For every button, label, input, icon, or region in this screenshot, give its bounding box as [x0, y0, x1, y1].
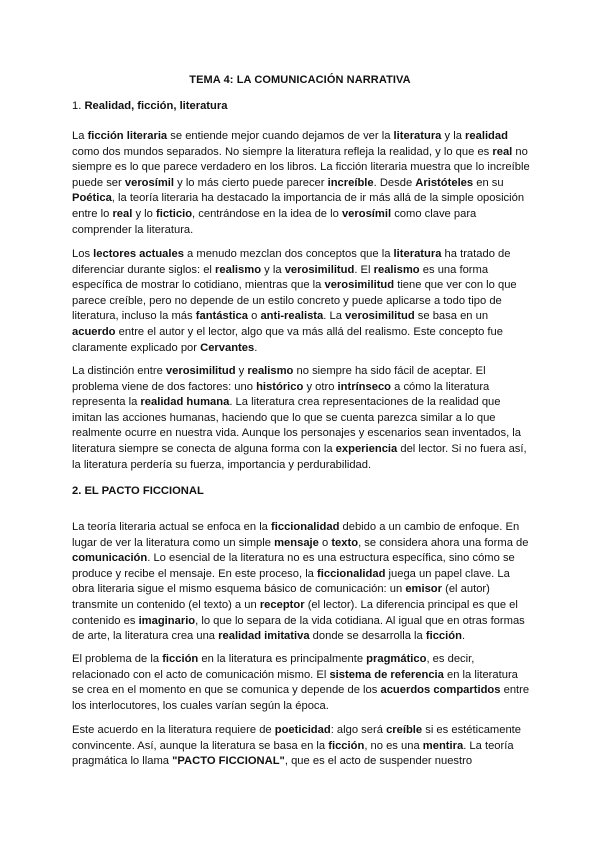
bold-term: real [112, 207, 133, 220]
bold-term: emisor [405, 583, 442, 596]
bold-term: acuerdos compartidos [380, 684, 501, 697]
text-run: y otro [303, 380, 338, 393]
bold-term: pragmático [366, 653, 427, 665]
bold-term: poeticidad [274, 724, 331, 736]
bold-term: verosimilitud [284, 263, 355, 276]
bold-term: verosímil [124, 176, 175, 189]
text-run: entre el autor y el lector, algo que va más allá del realismo. Este concepto fue claramente explicado por [72, 325, 503, 354]
text-run: , se considera ahora una forma de [358, 536, 529, 549]
bold-term: realidad [465, 130, 508, 142]
section-1-heading [72, 100, 227, 112]
bold-term: verosimilitud [324, 279, 395, 292]
bold-term: literatura [393, 130, 442, 142]
text-run: debido a un cambio de enfoque. En lugar de ver la literatura como un simple [72, 521, 520, 549]
bold-term: fantástica [195, 310, 248, 323]
bold-term: ficcionalidad [271, 521, 340, 533]
text-run: en la literatura se crea en el momento en que se comunica y depende de los [72, 668, 518, 697]
text-run: . El [354, 263, 374, 276]
text-run: , no es una [364, 739, 423, 752]
bold-term: "PACTO FICCIONAL" [172, 755, 285, 768]
text-run: como clave para comprender la literatura. [72, 207, 477, 236]
text-run: y la [441, 130, 466, 142]
text-run: en su [473, 176, 504, 189]
text-run: . [461, 630, 466, 643]
bold-term: lectores actuales [93, 248, 184, 260]
bold-term: mensaje [274, 536, 319, 549]
text-run: si es estéticamente convincente. Así, aunque la literatura se basa en la [72, 724, 522, 752]
bold-term: Poética [72, 192, 112, 205]
paragraph-5 [72, 652, 532, 714]
text-run: juega un papel clave. La obra literaria sigue el mismo esquema básico de comunicación: un [72, 567, 510, 596]
text-run: se entiende mejor cuando dejamos de ver la [167, 130, 394, 142]
bold-term: realidad humana [140, 396, 230, 409]
text-run: , es decir, relacionado con el acto de comunicación mismo. El [72, 653, 475, 681]
bold-term: experiencia [335, 442, 398, 455]
text-run: se basa en un [414, 310, 489, 323]
bold-term: realismo [215, 263, 262, 276]
text-run: El problema de la [72, 653, 163, 665]
bold-term: Aristóteles [415, 176, 474, 189]
bold-term: ficción literaria [87, 130, 168, 142]
paragraph-6 [72, 723, 532, 770]
text-run: como dos mundos separados. No siempre la literatura refleja la realidad, y lo que es [72, 145, 493, 158]
bold-term: verosímil [341, 207, 392, 220]
text-run: La teoría literaria actual se enfoca en la [72, 521, 272, 533]
text-run: a cómo la literatura representa la [72, 380, 490, 409]
section-2-heading: 2. EL PACTO FICCIONAL [72, 485, 204, 497]
bold-term: realidad imitativa [218, 630, 310, 643]
bold-term: sistema de referencia [329, 668, 444, 681]
text-run: y lo [132, 207, 156, 220]
text-run: Este acuerdo en la literatura requiere de [72, 724, 275, 736]
bold-term: ficticio [155, 207, 193, 220]
text-run: es una forma específica de mostrar lo cotidiano, mientras que la [72, 263, 489, 292]
text-run: ha tratado de diferenciar durante siglos: el [72, 248, 511, 276]
bold-term: imaginario [138, 614, 196, 627]
bold-term: verosimilitud [345, 310, 415, 323]
bold-term: creíble [386, 724, 423, 736]
text-run: no siempre ha sido fácil de aceptar. El problema viene de dos factores: uno [72, 365, 486, 393]
paragraph-4 [72, 520, 532, 645]
bold-term: ficción [328, 739, 365, 752]
text-run: tiene que ver con lo que parece creíble, pero no depende de un estilo concreto y puede aplicarse a todo tipo de literatura, incluso la más [72, 279, 517, 323]
text-run: . [254, 341, 258, 354]
text-run: . Desde [373, 176, 416, 189]
text-run: en la literatura es principalmente [198, 653, 367, 665]
section-1-number: 1. [72, 100, 82, 112]
bold-term: increíble [327, 176, 374, 189]
bold-term: real [492, 145, 513, 158]
text-run: o [247, 310, 261, 323]
text-run: , lo que lo separa de la vida cotidiana. Al igual que en otras formas de arte, la literatura crea una [72, 614, 525, 643]
bold-term: acuerdo [72, 325, 116, 338]
text-run: . La teoría pragmática lo llama [72, 739, 514, 768]
bold-term: histórico [256, 380, 304, 393]
text-run: (el lector). La diferencia principal es que el contenido es [72, 598, 518, 627]
text-run: , la teoría literaria ha destacado la importancia de ir más allá de la simple oposición entre lo [72, 192, 525, 220]
bold-term: receptor [259, 598, 305, 611]
text-run: (el autor) transmite un contenido (el texto) a un [72, 583, 490, 611]
bold-term: texto [331, 536, 359, 549]
bold-term: ficción [162, 653, 199, 665]
bold-term: literatura [393, 248, 442, 260]
text-run: Los [72, 248, 94, 260]
paragraph-3 [72, 364, 532, 473]
text-run: . Lo esencial de la literatura no es una estructura específica, sino cómo se produce y recibe el mensaje. En este proceso, la [72, 552, 515, 580]
text-run: y [235, 365, 248, 377]
section-1-title: Realidad, ficción, literatura [84, 100, 228, 112]
bold-term: anti-realista [260, 310, 324, 323]
text-run: y la [261, 263, 285, 276]
document-title: TEMA 4: LA COMUNICACIÓN NARRATIVA [189, 74, 411, 86]
text-run: , que es el acto de suspender nuestro [284, 755, 473, 768]
bold-term: realismo [373, 263, 420, 276]
text-run: no siempre es lo que parece verdadero en los libros. La ficción literaria muestra que lo increíble puede ser [72, 145, 530, 189]
paragraph-2 [72, 247, 532, 356]
text-run: : algo será [330, 724, 387, 736]
bold-term: intrínseco [337, 380, 392, 393]
text-run: donde se desarrolla la [309, 630, 426, 643]
text-run: entre los interlocutores, los cuales varían según la época. [72, 684, 530, 712]
text-run: La [72, 130, 88, 142]
text-run: del lector. Si no fuera así, la literatura perdería su fuerza, importancia y perdurabilidad. [72, 442, 527, 471]
bold-term: comunicación [72, 552, 148, 565]
bold-term: Cervantes [200, 341, 255, 354]
paragraph-1 [72, 129, 532, 238]
bold-term: ficción [425, 630, 462, 643]
text-run: . La [323, 310, 346, 323]
text-run: y lo más cierto puede parecer [174, 176, 328, 189]
bold-term: realismo [247, 365, 294, 377]
bold-term: ficcionalidad [317, 567, 386, 580]
text-run: o [318, 536, 332, 549]
bold-term: verosimilitud [165, 365, 236, 377]
text-run: . La literatura crea representaciones de la realidad que imitan las acciones humanas, haciendo que lo que se cuenta parezca similar a lo que realmente ocurre en nuestra vida. Aunque los personajes y escenarios sean inventados, la literatura siempre se conecta de alguna forma con la [72, 396, 522, 455]
text-run: a menudo mezclan dos conceptos que la [183, 248, 394, 260]
text-run: , centrándose en la idea de lo [192, 207, 342, 220]
text-run: La distinción entre [72, 365, 166, 377]
bold-term: mentira [422, 739, 464, 752]
